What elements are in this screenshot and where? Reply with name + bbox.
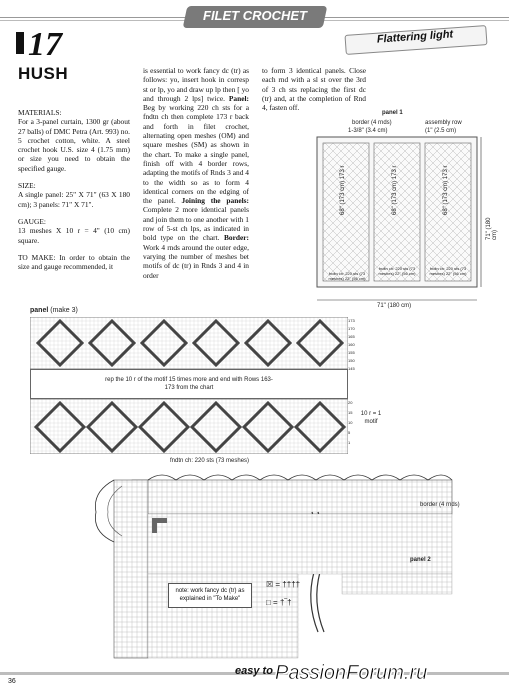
size-text: A single panel: 25" X 71" (63 X 180 cm); 3 panels: 71" X 71". — [18, 190, 130, 209]
panel1-label: panel 1 — [382, 110, 403, 116]
row-number: 10 — [348, 420, 353, 425]
to-make-heading: TO MAKE: — [18, 252, 56, 262]
panel-height-middle: 68" (173 cm) 173 r — [392, 165, 398, 215]
fndtn-chart-note: fndtn ch: 220 sts (73 meshes) — [170, 458, 250, 464]
chart-panel-label: panel (make 3) — [30, 307, 78, 314]
panel-heading: Panel: — [228, 93, 249, 103]
body-grid — [148, 514, 452, 574]
gauge-heading: GAUGE: — [18, 216, 46, 226]
corner-fan — [95, 480, 114, 542]
subtitle: Flattering light — [376, 28, 454, 46]
motif-note: 10 r = 1 motif — [360, 411, 382, 425]
pattern-number: 17 — [28, 26, 62, 63]
row-number: 5 — [348, 430, 351, 435]
page-number: 36 — [8, 678, 16, 685]
joining-heading: Joining the panels: — [181, 196, 249, 206]
filet-chart-bottom — [30, 399, 348, 454]
banner-title: FILET CROCHET — [203, 8, 307, 23]
filled-mesh — [152, 523, 157, 528]
border-detail-diagram — [92, 472, 462, 660]
row-number: 150 — [348, 358, 355, 363]
repeat-note: rep the 10 r of the motif 15 times more and end with Rows 163-173 from the chart — [105, 377, 273, 391]
row-number: 170 — [348, 326, 355, 331]
panel-text: Beg by working 220 ch sts for a fndtn ch then complete 173 r back and forth in filet crochet, alternating open meshes (OM) and square meshes (SM) as shown in the chart. To make a single panel, finish off with 4 border rows, adapting the motifs of Rnds 3 and 4 to the width so as to form 4 identical corners on the edging of the panel. — [143, 103, 249, 206]
legend-filled: ☒ = †††† — [266, 580, 301, 589]
border-text: Work 4 rnds around the outer edge, varying the number of meshes bet motifs of dc (tr) in Rnds 3 and 4 in order — [143, 242, 249, 280]
fndtn-left: fndtn ch: 220 sts (73 meshes) 22" (56 cm) — [328, 271, 366, 281]
row-number: 155 — [348, 350, 355, 355]
text-column-1 — [18, 108, 130, 279]
row-number: 165 — [348, 334, 355, 339]
filled-mesh — [152, 518, 157, 523]
row-number: 20 — [348, 400, 353, 405]
filet-chart-top — [30, 317, 348, 369]
filled-mesh — [157, 518, 162, 523]
assembly-diagram — [305, 135, 490, 310]
number-accent — [16, 32, 24, 54]
materials-heading: MATERIALS: — [18, 108, 62, 117]
row-number: 145 — [348, 366, 355, 371]
fndtn-middle: fndtn ch: 220 sts (73 meshes) 22" (56 cm) — [378, 266, 416, 276]
detail-border-label: border (4 rnds) — [420, 502, 460, 508]
note-box — [168, 583, 252, 608]
filled-mesh — [152, 528, 157, 533]
text-column-3 — [262, 66, 366, 120]
border-label: border (4 rnds) — [352, 120, 392, 126]
text-column-2 — [143, 66, 249, 280]
row-number: 173 — [348, 318, 355, 323]
row-number: 1 — [348, 440, 351, 445]
filled-mesh — [162, 518, 167, 523]
body-grid-right — [342, 574, 452, 594]
gauge-text: 13 meshes X 10 r = 4" (10 cm) square. — [18, 226, 130, 245]
to-make-text: In order to obtain the size and gauge recommended, it — [18, 252, 130, 272]
scallop-edge — [148, 475, 452, 480]
repeat-note-box — [30, 369, 348, 399]
chart-panel-make: (make 3) — [50, 307, 78, 314]
size-heading: SIZE: — [18, 181, 36, 191]
row-number: 15 — [348, 410, 353, 415]
row-numbers — [348, 318, 358, 448]
panel-left — [323, 143, 369, 281]
footer-easy: easy to — [235, 665, 273, 677]
panel-height-left: 68" (173 cm) 173 r — [340, 165, 346, 215]
border-heading: Border: — [223, 233, 249, 243]
row-number: 160 — [348, 342, 355, 347]
assembly-row-dimension: (1" (2.5 cm) — [425, 128, 457, 134]
fndtn-right: fndtn ch: 220 sts (73 meshes) 22" (56 cm) — [429, 266, 467, 276]
joining-text: Complete 2 more identical panels and join them to one another with 1 row of 5-st ch lps, as indicated in bold type on the chart. — [143, 205, 249, 243]
note-text: note: work fancy dc (tr) as explained in "To Make" — [175, 588, 245, 602]
vertical-border-band — [114, 480, 148, 658]
materials-text: For a 3-panel curtain, 1300 gr (about 27 balls) of DMC Petra (Art. 993) no. 5 crochet cotton, white. A steel crochet hook U.S. size 4 (1.75 mm) or size you need to obtain the specified gauge. — [18, 117, 130, 173]
finish-text: to form 3 identical panels. Close each rnd with a sl st over the 3rd of 3 ch sts replacing the first dc (tr) and, at the completion of Rnd 4, fasten off. — [262, 66, 366, 113]
assembly-row-label: assembly row — [425, 120, 462, 126]
watermark: PassionForum.ru — [275, 662, 428, 684]
horizontal-border-band — [132, 480, 452, 514]
total-height: 71" (180 cm) — [486, 217, 498, 240]
panel2-label: panel 2 — [410, 557, 431, 563]
fancy-dc-text: is essential to work fancy dc (tr) as follows: yo, insert hook in corresp st or lp, yo and draw up lp then [ yo and through 2 lps] twice. — [143, 66, 249, 103]
pattern-title: HUSH — [18, 64, 69, 83]
total-width: 71" (180 cm) — [377, 303, 412, 309]
panel-height-right: 68" (173 cm) 173 r — [443, 165, 449, 215]
border-dimension: 1-3/8" (3.4 cm) — [348, 128, 388, 134]
legend-open: □ = †‾† — [266, 598, 292, 607]
